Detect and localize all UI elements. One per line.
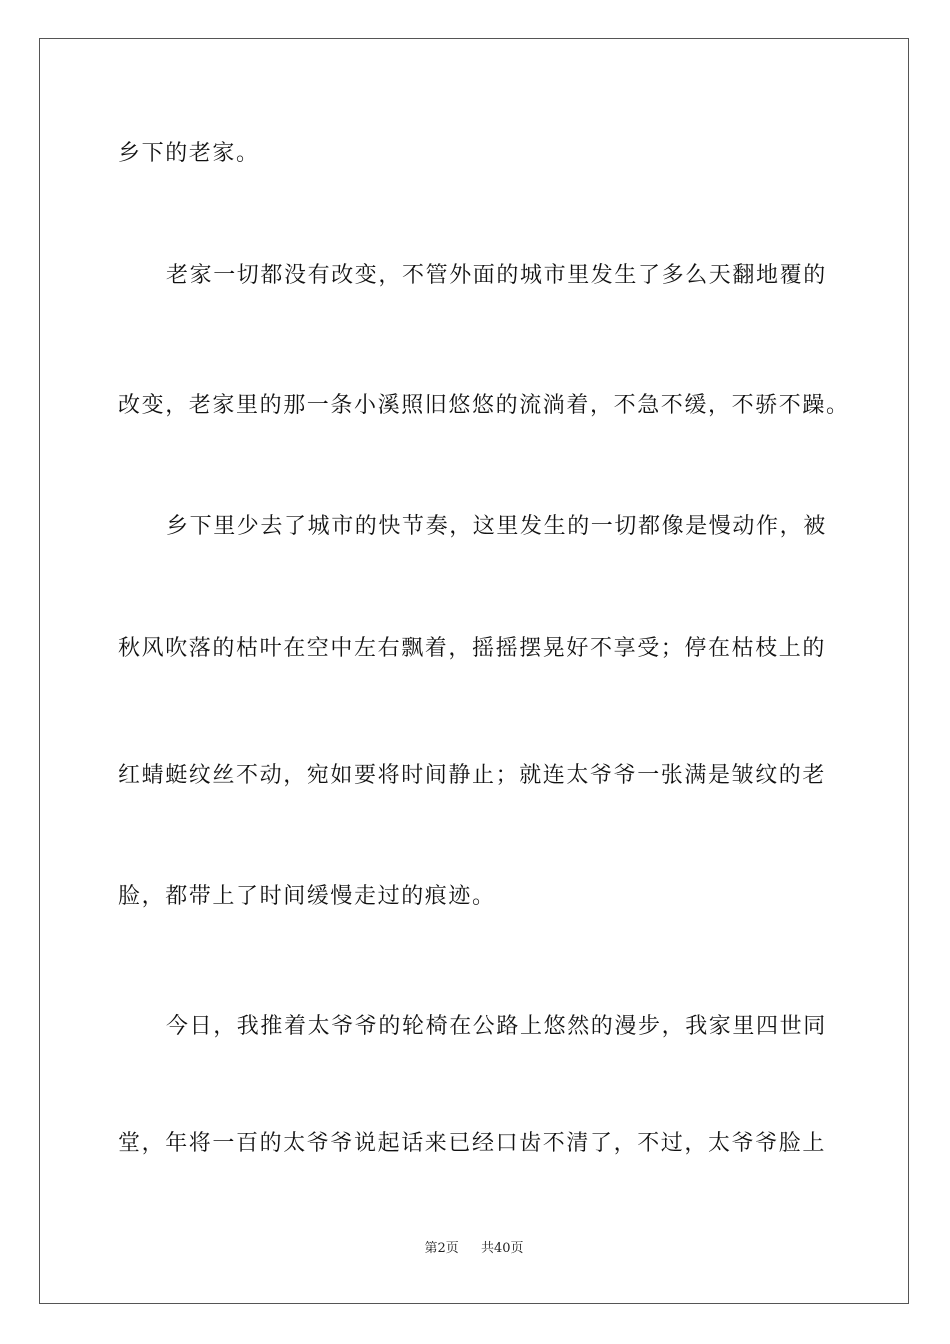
text-line-2: 老家一切都没有改变，不管外面的城市里发生了多么天翻地覆的 — [166, 263, 827, 288]
text-line-5: 秋风吹落的枯叶在空中左右飘着，摇摇摆晃好不享受；停在枯枝上的 — [118, 636, 827, 661]
text-line-3: 改变，老家里的那一条小溪照旧悠悠的流淌着，不急不缓，不骄不躁。 — [118, 393, 850, 418]
page-footer — [40, 1237, 908, 1256]
text-line-6: 红蜻蜓纹丝不动，宛如要将时间静止；就连太爷爷一张满是皱纹的老 — [118, 763, 827, 788]
page-total: 共40页 — [481, 1241, 524, 1256]
text-line-4: 乡下里少去了城市的快节奏，这里发生的一切都像是慢动作，被 — [166, 514, 827, 539]
text-line-7: 脸，都带上了时间缓慢走过的痕迹。 — [118, 884, 496, 909]
text-line-8: 今日，我推着太爷爷的轮椅在公路上悠然的漫步，我家里四世同 — [166, 1014, 827, 1039]
document-page — [39, 38, 909, 1304]
text-line-9: 堂，年将一百的太爷爷说起话来已经口齿不清了，不过，太爷爷脸上 — [118, 1131, 827, 1156]
text-line-1: 乡下的老家。 — [118, 141, 260, 166]
page-number: 第2页 — [424, 1241, 459, 1256]
